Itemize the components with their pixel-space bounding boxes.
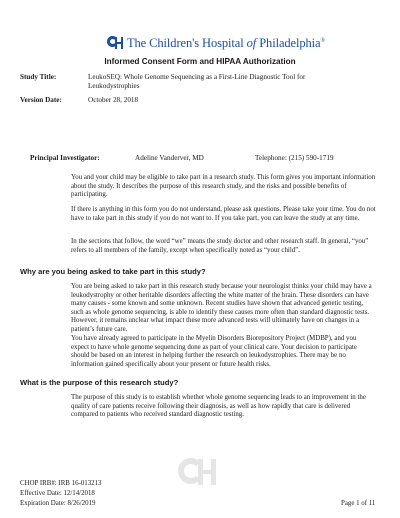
footer-expiration-date: Expiration Date: 8/26/2019 — [20, 500, 96, 507]
version-date-label: Version Date: — [20, 96, 62, 104]
form-title: Informed Consent Form and HIPAA Authorization — [104, 57, 296, 66]
footer-irb: CHOP IRB#: IRB 16-013213 — [20, 480, 102, 487]
chop-logo — [107, 35, 325, 51]
chop-watermark-icon — [178, 455, 218, 489]
intro-paragraph: You and your child may be eligible to take part in a research study. This form gives you important information about the study. It describes the purpose of this research study, and the risks and possible benefits of participating. — [71, 174, 376, 199]
section-heading-why: Why are you being asked to take part in this study? — [20, 267, 206, 276]
section-paragraph: You are being asked to take part in this research study because your neurologist thinks your child may have a leukodystrophy or other heritable disorders affecting the white matter of the brain. These disorders can have many causes - some known and some unknown. Recent studies have shown that advanced genetic testing, such as whole genome sequencing, is able to identify these causes more often than standard diagnostic tests. However, it remains unclear what impact these more advanced tests will ultimately have on changes in a patient’s future care. — [71, 283, 372, 333]
logo-text: The Children's Hospital of Philadelphia® — [127, 35, 325, 50]
study-title-value: LeukoSEQ: Whole Genome Sequencing as a First-Line Diagnostic Tool for Leukodystrophies — [88, 73, 306, 90]
section-heading-purpose: What is the purpose of this research study? — [20, 378, 179, 387]
footer-effective-date: Effective Date: 12/14/2018 — [20, 490, 95, 497]
pi-label: Principal Investigator: — [30, 154, 100, 162]
intro-paragraph: If there is anything in this form you do not understand, please ask questions. Please take your time. You do not have to take part in this study if you do not want to. If you take part, you can leave the study at any time. — [71, 206, 376, 222]
pi-phone: Telephone: (215) 590-1719 — [255, 154, 334, 162]
section-paragraph: The purpose of this study is to establish whether whole genome sequencing leads to an improvement in the quality of care patients receive following their diagnosis, as well as how rapidly that care is delivered compared to patients who received standard diagnostic testing. — [71, 394, 366, 419]
pi-name: Adeline Vanderver, MD — [135, 154, 204, 162]
section-paragraph: You have already agreed to participate in the Myelin Disorders Biorepository Project (MDBP), and you expect to have whole genome sequencing done as part of your clinical care. Your decision to participate should be based on an interest in helping further the research on leukodystrophies. There may be no information gained specifically about your present or future health risks. — [71, 335, 357, 368]
page-number: Page 1 of 11 — [341, 500, 376, 507]
chop-logo-icon — [107, 36, 124, 50]
intro-paragraph: In the sections that follow, the word “we” means the study doctor and other research staff. In general, “you” refers to all members of the family, except when specifically noted as “your child”. — [71, 238, 369, 254]
version-date-value: October 28, 2018 — [88, 96, 139, 104]
study-title-label: Study Title: — [20, 73, 57, 81]
